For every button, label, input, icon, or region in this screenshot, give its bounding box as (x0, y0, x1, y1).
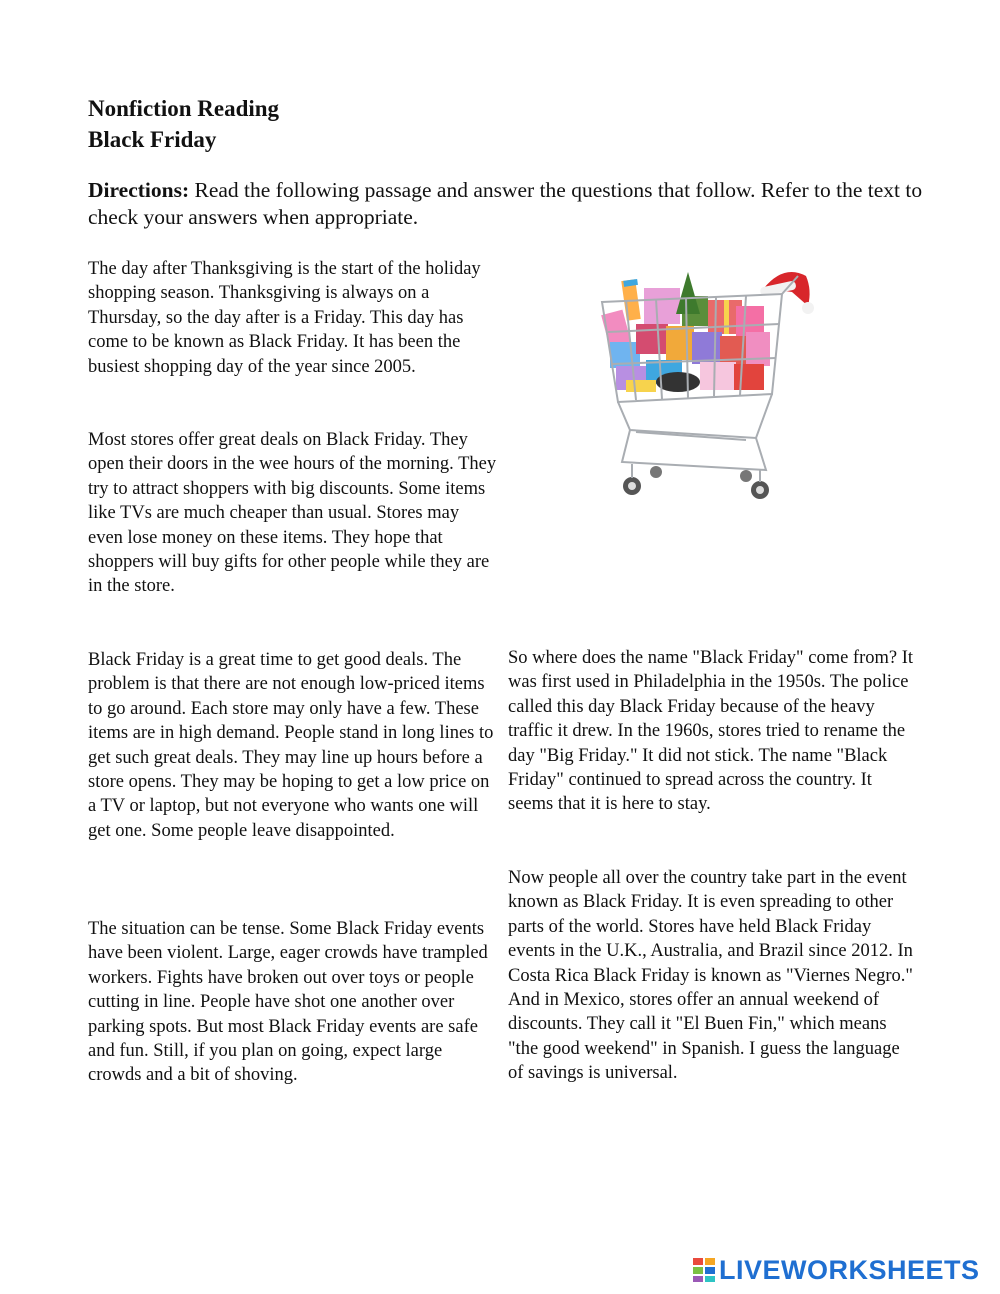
liveworksheets-logo-text: LIVEWORKSHEETS (719, 1254, 980, 1285)
directions-text: Read the following passage and answer the questions that follow. Refer to the text to check your answers when appropriate. (88, 178, 923, 229)
liveworksheets-logo (693, 1255, 980, 1285)
title-line-1: Nonfiction Reading (88, 96, 280, 121)
santa-hat-icon (760, 272, 814, 314)
passage-paragraph-3: Black Friday is a great time to get good deals. The problem is that there are not enough low-priced items to go around. Each store may only have a few. These items are in high demand. People stand in long lines to get such great deals. They may line up hours before a store opens. They may be hoping to get a low price on a TV or laptop, but not everyone who wants one will get one. Some people leave disappointed. (88, 650, 494, 841)
page-title (88, 93, 279, 155)
passage-paragraph-1: The day after Thanksgiving is the start of the holiday shopping season. Thanksgiving is always on a Thursday, so the day after is a Friday. This day has come to be known as Black Friday. It has been the busiest shopping day of the year since 2005. (88, 259, 481, 377)
liveworksheets-logo-icon (693, 1258, 715, 1282)
passage-paragraph-2: Most stores offer great deals on Black Friday. They open their doors in the wee hours of the morning. They try to attract shoppers with big discounts. Some items like TVs are much cheaper than usual. Stores may even lose money on these items. They hope that shoppers will buy gifts for other people while they are in the store. (88, 430, 497, 597)
directions (88, 177, 928, 231)
passage-paragraph-4: The situation can be tense. Some Black Friday events have been violent. Large, eager crowds have trampled workers. Fights have broken out over toys or people cutting in line. People have shot one another over parking spots. But most Black Friday events are safe and fun. Still, if you plan on going, expect large crowds and a bit of shoving. (88, 919, 488, 1086)
title-line-2: Black Friday (88, 127, 217, 152)
directions-label: Directions: (88, 178, 190, 202)
passage-paragraph-6: Now people all over the country take part in the event known as Black Friday. It is even spreading to other parts of the world. Stores have held Black Friday events in the U.K., Australia, and Brazil since 2012. In Costa Rica Black Friday is known as "Viernes Negro." And in Mexico, stores offer an annual weekend of discounts. They call it "El Buen Fin," which means "the good weekend" in Spanish. I guess the language of savings is universal. (508, 868, 913, 1084)
shopping-cart-image (596, 262, 818, 506)
passage-paragraph-5: So where does the name "Black Friday" come from? It was first used in Philadelphia in the 1950s. The police called this day Black Friday because of the heavy traffic it drew. In the 1960s, stores tried to rename the day "Big Friday." It did not stick. The name "Black Friday" continued to spread across the country. It seems that it is here to stay. (508, 648, 914, 815)
